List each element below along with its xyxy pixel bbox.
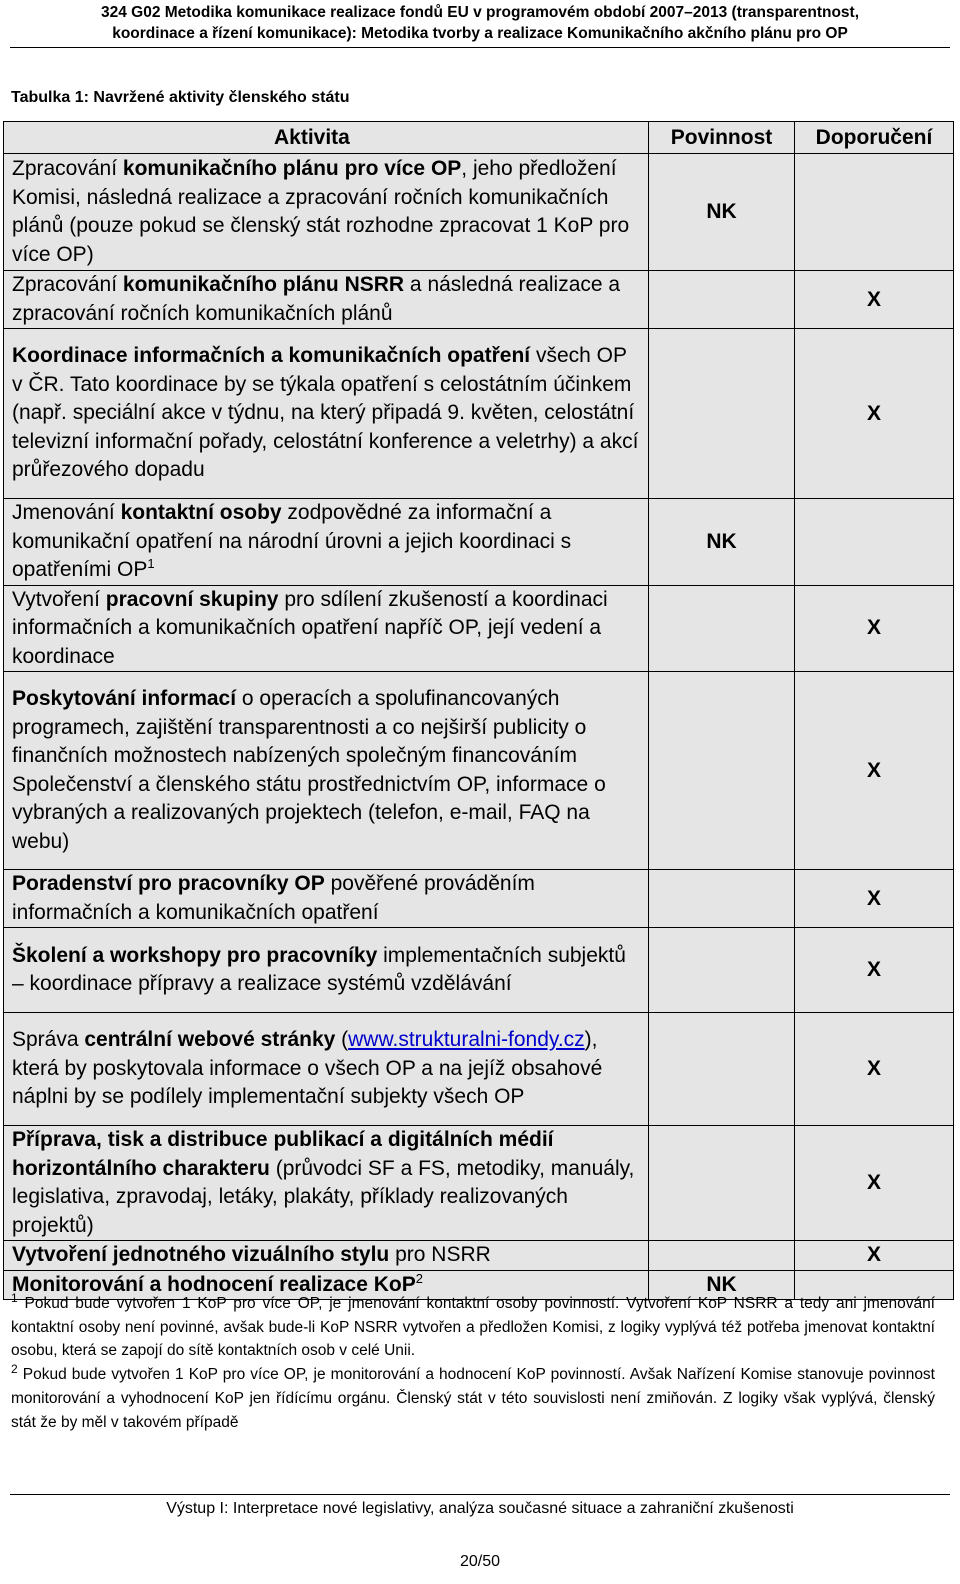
activity-cell: [4, 672, 649, 870]
table-row: [4, 271, 954, 329]
activities-table: [3, 121, 954, 1300]
povinnost-cell: [649, 1241, 795, 1271]
footnote-number: 1: [11, 1291, 18, 1305]
footnote-reference: 2: [415, 1270, 423, 1286]
table-row: [4, 870, 954, 928]
activity-text: všech OP v ČR. Tato koordinace by se týkala opatření s celostátním účinkem (např. speciální akce v týdnu, na který připadá 9. květen, celostátní televizní informační pořady, celostátní konference a veletrhy) a akcí průřezového dopadu: [12, 344, 639, 482]
doporuceni-cell: X: [795, 1013, 954, 1126]
activity-text-bold: Koordinace informačních a komunikačních opatření: [12, 344, 531, 368]
activity-text: Jmenování: [12, 501, 121, 524]
footnotes: [11, 1292, 935, 1434]
povinnost-cell: [649, 672, 795, 870]
activity-text-bold: pracovní skupiny: [105, 587, 279, 611]
activity-text: pro NSRR: [389, 1243, 491, 1266]
povinnost-cell: [649, 271, 795, 329]
activity-text: a následná realizace a zpracování ročních komunikačních plánů: [12, 273, 621, 325]
activity-text: (průvodci SF a FS, metodiky, manuály, legislativa, zpravodaj, letáky, plakáty, příklady realizovaných projektů): [12, 1156, 635, 1237]
povinnost-cell: NK: [649, 499, 795, 586]
activity-cell: [4, 154, 649, 271]
activity-text-bold: Vytvoření jednotného vizuálního stylu: [12, 1243, 390, 1266]
activity-text: Zpracování: [12, 157, 123, 180]
activity-text-bold: Školení a workshopy pro pracovníky: [12, 943, 378, 967]
header-line-1: 324 G02 Metodika komunikace realizace fondů EU v programovém období 2007–2013 (transparentnost,: [100, 4, 860, 21]
header-line-2: koordinace a řízení komunikace): Metodika tvorby a realizace Komunikačního akčního plánu pro OP: [112, 25, 848, 42]
table-row: [4, 1241, 954, 1271]
doporuceni-cell: X: [795, 585, 954, 672]
doporuceni-cell: [795, 499, 954, 586]
povinnost-cell: [649, 1126, 795, 1241]
footnote-text: Pokud bude vytvořen 1 KoP pro více OP, je monitorování a hodnocení KoP povinností. Avšak Nařízení Komise stanovuje povinnost monitorování a vyhodnocení KoP jen řídícímu orgánu. Členský stát v této souvislosti není zmiňován. Z logiky však vyplývá, členský stát že by měl v takovém případě: [11, 1366, 935, 1431]
activity-text: ), která by poskytovala informace o všech OP a na jejíž obsahové náplni by se podílely implementační subjekty všech OP: [12, 1028, 603, 1109]
table-row: [4, 585, 954, 672]
activity-text: pověřené prováděním informačních a komunikačních opatření: [12, 872, 535, 924]
table-row: [4, 672, 954, 870]
activity-cell: [4, 585, 649, 672]
table-row: [4, 154, 954, 271]
page-footer: Výstup I: Interpretace nové legislativy, analýza současné situace a zahraniční zkušenosti: [166, 1500, 794, 1517]
table-row: [4, 1126, 954, 1241]
activity-cell: [4, 499, 649, 586]
activity-text: , jeho předložení Komisi, následná realizace a zpracování ročních komunikačních plánů (pouze pokud se členský stát rozhodne zpracovat 1 KoP pro více OP): [12, 157, 630, 266]
website-link[interactable]: www.strukturalni-fondy.cz: [348, 1028, 585, 1052]
table-row: [4, 329, 954, 499]
activity-cell: [4, 1241, 649, 1271]
activity-cell: [4, 928, 649, 1013]
povinnost-cell: [649, 928, 795, 1013]
povinnost-cell: [649, 1013, 795, 1126]
activity-cell: [4, 329, 649, 499]
activity-text-bold: centrální webové stránky: [84, 1028, 336, 1052]
page-number: 20/50: [459, 1553, 501, 1570]
activity-cell: [4, 1013, 649, 1126]
doporuceni-cell: X: [795, 329, 954, 499]
doporuceni-cell: X: [795, 1241, 954, 1271]
activity-text: pro sdílení zkušeností a koordinaci informačních a komunikačních opatření napříč OP, její vedení a koordinace: [12, 587, 608, 668]
table-header-row: [4, 122, 954, 154]
activity-text-bold: komunikačního plánu pro více OP: [122, 157, 462, 180]
activity-text: zodpovědné za informační a komunikační opatření na národní úrovni a jejich koordinaci s opatřeními OP: [12, 501, 572, 581]
footnote-number: 2: [11, 1362, 18, 1377]
footnote-2: [11, 1363, 935, 1434]
table-row: [4, 1013, 954, 1126]
footnote-text: Pokud bude vytvořen 1 KoP pro více OP, je jmenování kontaktní osoby povinností. Vytvoření KoP NSRR a tedy ani jmenování kontaktní osoby není povinné, avšak bude-li KoP NSRR vytvořen a předložen Komisi, z logiky vyplývá též potřeba jmenovat kontaktní osobu, která se zapojí do sítě kontaktních osob v celé Unii.: [11, 1295, 935, 1360]
footnote-reference: 1: [147, 556, 155, 571]
doporuceni-cell: X: [795, 672, 954, 870]
activity-text-bold: komunikačního plánu NSRR: [122, 273, 405, 296]
activity-text: o operacích a spolufinancovaných programech, zajištění transparentnosti a co nejširší publicity o finančních možnostech nabízených společným financováním Společenství a členského státu prostřednictvím OP, informace o vybraných a realizovaných projektech (telefon, e-mail, FAQ na webu): [12, 687, 606, 853]
activity-cell: [4, 271, 649, 329]
doporuceni-cell: X: [795, 870, 954, 928]
povinnost-cell: [649, 585, 795, 672]
activity-text-bold: Poradenství pro pracovníky OP: [12, 872, 325, 895]
activity-text-bold: Příprava, tisk a distribuce publikací a digitálních médií horizontálního charakteru: [12, 1128, 554, 1180]
page-header: [0, 2, 960, 44]
table-row: [4, 928, 954, 1013]
activity-text-bold: Monitorování a hodnocení realizace KoP: [12, 1272, 416, 1296]
activity-cell: [4, 1126, 649, 1241]
activity-text-bold: kontaktní osoby: [120, 501, 282, 524]
column-header-aktivita: Aktivita: [4, 122, 649, 154]
povinnost-cell: [649, 329, 795, 499]
povinnost-cell: [649, 870, 795, 928]
povinnost-cell: NK: [649, 154, 795, 271]
doporuceni-cell: X: [795, 271, 954, 329]
activity-text: Správa: [12, 1028, 85, 1052]
activity-text: Vytvoření: [12, 587, 106, 611]
activity-text: (: [335, 1028, 349, 1052]
table-caption: Tabulka 1: Navržené aktivity členského státu: [11, 89, 350, 106]
doporuceni-cell: [795, 154, 954, 271]
column-header-doporuceni: Doporučení: [795, 122, 954, 154]
activity-text-bold: Poskytování informací: [12, 687, 237, 710]
table-row: [4, 499, 954, 586]
povinnost-cell: NK: [649, 1270, 795, 1300]
activity-text: Zpracování: [12, 273, 123, 296]
activity-text: implementačních subjektů – koordinace přípravy a realizace systémů vzdělávání: [12, 943, 626, 995]
activity-cell: [4, 870, 649, 928]
footnote-1: [11, 1292, 935, 1363]
doporuceni-cell: X: [795, 928, 954, 1013]
header-divider: [10, 47, 950, 48]
footer-divider: [10, 1494, 950, 1495]
column-header-povinnost: Povinnost: [649, 122, 795, 154]
doporuceni-cell: X: [795, 1126, 954, 1241]
